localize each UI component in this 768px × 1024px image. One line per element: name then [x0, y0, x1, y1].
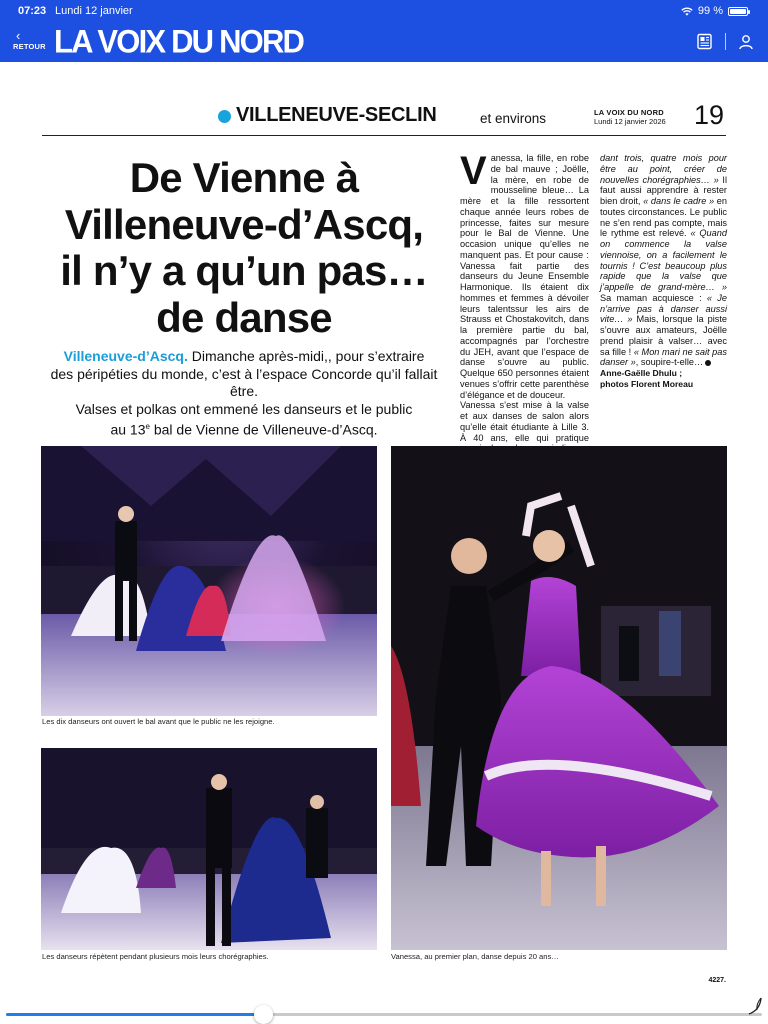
header-actions [696, 33, 754, 50]
page-curl-icon[interactable] [746, 996, 764, 1016]
body-quote: « Je n’arrive pas à danser aussi vite… » [600, 292, 727, 325]
body-text: , soupire-t-elle… [635, 357, 704, 368]
page-number: 19 [693, 100, 724, 130]
photo-dancers-rehearsal [41, 748, 377, 950]
section-dot [218, 110, 231, 123]
photo-caption: Vanessa, au premier plan, danse depuis 20 ans… [391, 952, 559, 961]
section-name: VILLENEUVE-SECLIN [236, 104, 437, 126]
lead-text: bal de Vienne de Villeneuve-d’Ascq. [149, 421, 378, 438]
body-quote: « dans le cadre » [643, 196, 715, 206]
page-slider[interactable] [0, 1004, 768, 1024]
lead-superscript: e [145, 422, 150, 431]
body-text: Il faut aussi apprendre à rester bien droit, [600, 174, 727, 206]
paper-date: Lundi 12 janvier 2026 [594, 117, 666, 126]
photo-caption: Les danseurs répètent pendant plusieurs mois leurs chorégraphies. [42, 952, 269, 961]
brand-logo: LA VOIX DU NORD [54, 23, 304, 60]
back-button[interactable] [13, 30, 47, 51]
status-date: Lundi 12 janvier [55, 5, 133, 17]
photo-illustration [41, 748, 377, 950]
newspaper-icon[interactable] [696, 33, 713, 50]
article-column-2 [600, 153, 727, 389]
slider-fill [6, 1013, 263, 1016]
article-lead [44, 348, 444, 439]
edition-code: 4227. [708, 977, 726, 984]
lead-text: Dimanche après-midi,, pour s’extraire [187, 348, 425, 364]
lead-text: Valses et polkas ont emmené les danseurs et le public [75, 400, 413, 417]
newspaper-page [0, 62, 768, 1006]
headline-line: Villeneuve-d’Ascq, [64, 200, 424, 248]
battery-icon [728, 7, 748, 16]
battery-percent: 99 % [697, 5, 723, 17]
status-time: 07:23 [18, 5, 47, 17]
article-headline [44, 155, 444, 341]
headline-line: de danse [156, 293, 332, 341]
slider-thumb[interactable] [254, 1005, 273, 1024]
headline-line: il n’y a qu’un pas… [60, 247, 428, 294]
body-text: en toutes circonstances. Le public ne s’en rend pas compte, mais le rythme est relevé. [600, 196, 727, 239]
photo-caption: Les dix danseurs ont ouvert le bal avant que le public ne les rejoigne. [42, 717, 275, 726]
photo-illustration [391, 446, 727, 950]
lead-place: Villeneuve-d’Ascq. [63, 348, 188, 364]
body-quote: « Mon mari ne sait pas danser » [600, 346, 727, 368]
section-header [42, 100, 726, 136]
byline-photos: photos Florent Moreau [600, 378, 694, 389]
headline-line: De Vienne à [129, 154, 359, 201]
back-label: RETOUR [13, 42, 46, 51]
body-paragraph: Vanessa s’est mise à la valse et aux danses de salon alors qu’elle était étudiante à Lille 3. À 40 ans, elle qui pratique [460, 400, 589, 443]
photo-vanessa-dancing [391, 446, 727, 950]
lead-text: au 13 [110, 421, 146, 438]
photo-dancers-opening [41, 446, 377, 716]
photo-illustration [41, 446, 377, 716]
body-quote: « Quand on commence la valse viennoise, on a facilement le tournis ! C’est beaucoup plus rapide que la valse que j’appelle de grand-mère… » [600, 228, 727, 292]
body-paragraph: anessa, la fille, en robe de bal mauve ; Joëlle, la mère, en robe de mousseline bleue… La mère et la fille ressortent chaque année leurs robes de princesse, faites sur mesure pour le Bal de Vienne. Une occasion unique qu’elles ne manquent pas. Et pour cause : Vanessa fait partie des danseurs du Jeune Ensemble Harmonique. Ils étaient dix hommes et femmes à dévoiler leurs talentssur les airs de Strauss et Chostakovitch, dans la première partie du bal, accompagnés par l’orchestre du JEH, avant que l’espace de danse s’ouvre au public. Quelque 650 personnes étaient venues s’offrir cette parenthèse d’élégance et de douceur. [460, 153, 589, 400]
user-icon[interactable] [738, 34, 754, 50]
drop-cap: V [460, 149, 487, 193]
app-header [0, 0, 768, 62]
wifi-icon [681, 7, 693, 16]
body-text: Mais, lorsque la piste s’ouvre aux amateurs, Joëlle prend plaisir à valser… avec sa fille ! [600, 314, 727, 357]
paper-masthead [594, 108, 666, 126]
status-right [681, 5, 748, 17]
byline-author: Anne-Gaëlle Dhulu ; [600, 368, 683, 378]
section-subtitle: et environs [480, 111, 547, 126]
end-mark [703, 357, 711, 367]
paper-name: LA VOIX DU NORD [594, 108, 664, 117]
header-separator [725, 33, 726, 50]
lead-text: des péripéties du monde, c’est à l’espace Concorde qu’il fallait être. [50, 365, 438, 399]
chevron-left-icon: ‹ [16, 28, 21, 43]
body-quote: dant trois, quatre mois pour être au point, créer de nouvelles chorégraphies… » [600, 153, 727, 185]
body-text: Sa maman acquiesce : [600, 292, 707, 303]
status-bar [0, 0, 768, 22]
